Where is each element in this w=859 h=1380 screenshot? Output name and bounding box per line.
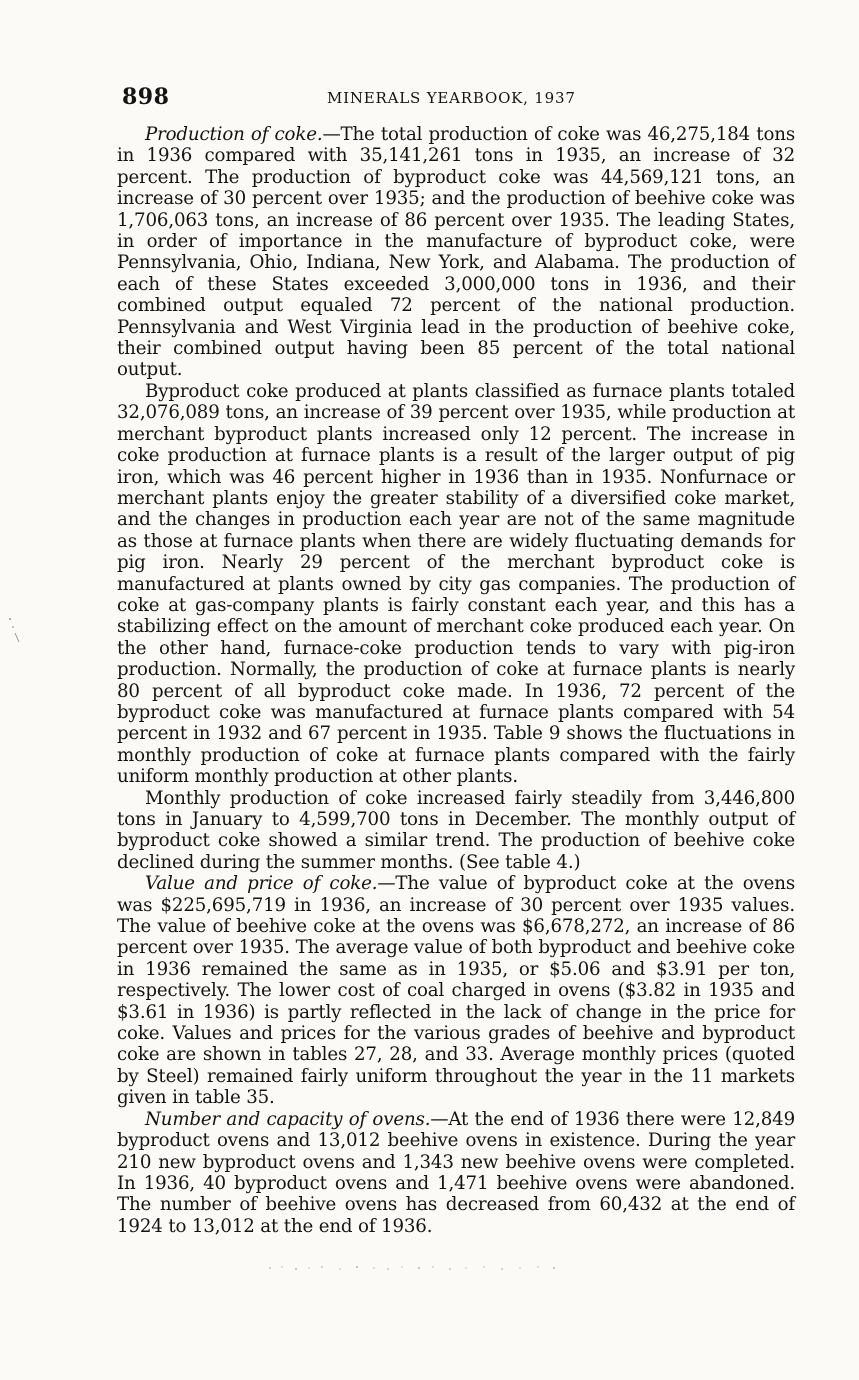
paragraph-lead: Production of coke. [145, 124, 323, 145]
paragraph-text: —The total production of coke was 46,275,184 tons in 1936 compared with 35,141,261 tons in 1935, an increase of 32 percent. The production of byproduct coke was 44,569,121 tons, an increase of 30 percent over 1935; and the production of beehive coke was 1,706,063 tons, an increase of 86 percent over 1935. The leading States, in order of importance in the manufacture of byproduct coke, were Pennsylvania, Ohio, Indiana, New York, and Alabama. The production of each of these States exceeded 3,000,000 tons in 1936, and their combined output equaled 72 percent of the national production. Pennsylvania and West Virginia lead in the production of beehive coke, their combined output having been 85 percent of the total national output. [117, 124, 795, 381]
paragraph-text: —The value of byproduct coke at the ovens was $225,695,719 in 1936, an increase of 30 percent over 1935 values. The value of beehive coke at the ovens was $6,678,272, an increase of 86 percent over 1935. The average value of both byproduct and beehive coke in 1936 remained the same as in 1935, or $5.06 and $3.91 per ton, respectively. The lower cost of coal charged in ovens ($3.82 in 1935 and $3.61 in 1936) is partly reflected in the lack of change in the price for coke. Values and prices for the various grades of beehive and byproduct coke are shown in tables 27, 28, and 33. Average monthly prices (quoted by Steel) remained fairly uniform throughout the year in the 11 markets given in table 35. [117, 873, 796, 1109]
paragraph-value-and-price [117, 873, 795, 1108]
paragraph-text: Byproduct coke produced at plants classified as furnace plants totaled 32,076,089 tons, an increase of 39 percent over 1935, while production at merchant byproduct plants increased only 12 percent. The increase in coke production at furnace plants is a result of the larger output of pig iron, which was 46 percent higher in 1936 than in 1935. Nonfurnace or merchant plants enjoy the greater stability of a diversified coke market, and the changes in production each year are not of the same magnitude as those at furnace plants when there are widely fluctuating demands for pig iron. Nearly 29 percent of the merchant byproduct coke is manufactured at plants owned by city gas companies. The production of coke at gas-company plants is fairly constant each year, and this has a stabilizing effect on the amount of merchant coke produced each year. On the other hand, furnace-coke production tends to vary with pig-iron production. Normally, the production of coke at furnace plants is nearly 80 percent of all byproduct coke made. In 1936, 72 percent of the byproduct coke was manufactured at furnace plants compared with 54 percent in 1932 and 67 percent in 1935. Table 9 shows the fluctuations in monthly production of coke at furnace plants compared with the fairly uniform monthly production at other plants. [117, 380, 795, 788]
running-head: MINERALS YEARBOOK, 1937 [327, 89, 576, 107]
paragraph-production-of-coke [117, 124, 795, 381]
paragraph-furnace-plants [117, 381, 795, 788]
page-number: 898 [122, 84, 170, 110]
paragraph-number-of-ovens [117, 1109, 795, 1237]
margin-speck-mark [6, 615, 20, 645]
bleed-through-smudge [262, 1262, 562, 1274]
paragraph-text: —At the end of 1936 there were 12,849 byproduct ovens and 13,012 beehive ovens in existence. During the year 210 new byproduct ovens and 1,343 new beehive ovens were completed. In 1936, 40 byproduct ovens and 1,471 beehive ovens were abandoned. The number of beehive ovens has decreased from 60,432 at the end of 1924 to 13,012 at the end of 1936. [117, 1108, 795, 1237]
paragraph-lead: Value and price of coke. [145, 873, 378, 895]
paragraph-text: Monthly production of coke increased fairly steadily from 3,446,800 tons in January to 4,599,700 tons in December. The monthly output of byproduct coke showed a similar trend. The production of beehive coke declined during the summer months. (See table 4.) [117, 787, 795, 873]
body-text [117, 124, 795, 1237]
paragraph-monthly-production [117, 788, 795, 874]
page-header [122, 84, 792, 114]
paragraph-lead: Number and capacity of ovens. [145, 1108, 431, 1130]
